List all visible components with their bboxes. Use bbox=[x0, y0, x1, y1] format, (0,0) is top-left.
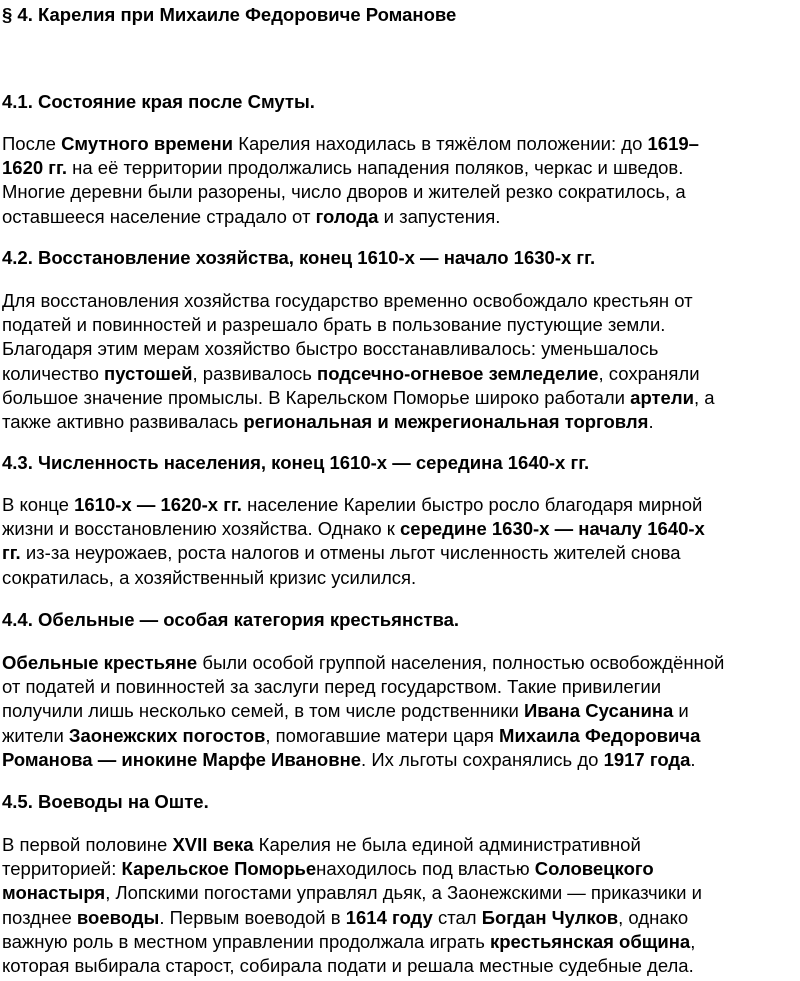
text-run: В конце bbox=[2, 494, 75, 515]
section-paragraph-4-1 bbox=[2, 132, 798, 229]
text-run: большое значение промыслы. В Карельском Поморье широко работали bbox=[2, 386, 631, 408]
text-run: , однако bbox=[618, 906, 689, 928]
text-run: также активно развивалась bbox=[2, 411, 244, 433]
text-run: , Лопскими погостами управлял дьяк, а Заонежскими — приказчики и bbox=[105, 882, 702, 904]
text-run: на её территории продолжались нападения поляков, черкас и шведов. bbox=[67, 157, 684, 179]
paragraph-line bbox=[2, 724, 798, 748]
paragraph-line bbox=[2, 132, 798, 156]
paragraph-line bbox=[2, 289, 798, 313]
bold-term: Богдан Чулков bbox=[481, 906, 619, 928]
paragraph-line bbox=[2, 675, 798, 699]
section-paragraph-4-3 bbox=[2, 493, 798, 590]
paragraph-line bbox=[2, 881, 798, 905]
text-run: . Их льготы сохранялись до bbox=[361, 748, 604, 770]
text-run: податей и повинностей и разрешало брать в пользование пустующие земли. bbox=[2, 314, 666, 336]
bold-term: Смутного времени bbox=[61, 133, 234, 154]
text-run: , сохраняли bbox=[598, 362, 700, 384]
text-run: . Первым воеводой в bbox=[159, 906, 346, 928]
section-heading-4-3: 4.3. Численность населения, конец 1610-х — середина 1640-х гг. bbox=[2, 452, 590, 473]
paragraph-line bbox=[2, 906, 798, 930]
text-run: от податей и повинностей за заслуги перед государством. Такие привилегии bbox=[2, 676, 662, 698]
text-run: После bbox=[2, 133, 62, 154]
text-run: получили лишь несколько семей, в том числе родственники bbox=[2, 700, 524, 722]
page-title: § 4. Карелия при Михаиле Федоровиче Романове bbox=[2, 4, 457, 25]
text-run: . bbox=[690, 748, 696, 770]
paragraph-line bbox=[2, 156, 798, 180]
bold-term: голода bbox=[315, 205, 379, 227]
text-run: и bbox=[673, 700, 689, 722]
bold-term: XVII века bbox=[172, 834, 254, 855]
bold-term: Ивана Сусанина bbox=[523, 700, 674, 722]
bold-term: монастыря bbox=[2, 882, 106, 904]
text-run: позднее bbox=[2, 906, 77, 928]
text-run: территорией: bbox=[2, 858, 122, 880]
paragraph-line bbox=[2, 541, 798, 565]
bold-term: региональная и межрегиональная торговля bbox=[243, 411, 649, 433]
paragraph-line bbox=[2, 337, 798, 361]
bold-term: Соловецкого bbox=[534, 858, 654, 880]
text-run: Многие деревни были разорены, число дворов и жителей резко сократилось, а bbox=[2, 181, 686, 203]
text-run: население Карелии быстро росло благодаря мирной bbox=[241, 494, 703, 515]
paragraph-line bbox=[2, 205, 798, 229]
paragraph-line bbox=[2, 748, 798, 772]
section-paragraph-4-2 bbox=[2, 289, 798, 434]
bold-term: пустошей bbox=[104, 362, 193, 384]
bold-term: крестьянская община bbox=[489, 930, 691, 952]
text-run: , bbox=[690, 930, 696, 952]
section-paragraph-4-5 bbox=[2, 833, 798, 978]
bold-term: Заонежских погостов bbox=[68, 724, 266, 746]
section-heading-4-5: 4.5. Воеводы на Оште. bbox=[2, 791, 209, 812]
paragraph-line bbox=[2, 857, 798, 881]
bold-term: 1610-х — 1620-х гг. bbox=[74, 494, 242, 515]
paragraph-line bbox=[2, 386, 798, 410]
text-run: , развивалось bbox=[192, 362, 318, 384]
text-run: количество bbox=[2, 362, 105, 384]
text-run: жизни и восстановлению хозяйства. Однако к bbox=[2, 518, 400, 540]
text-run: стал bbox=[432, 906, 482, 928]
paragraph-line bbox=[2, 930, 798, 954]
bold-term: середине 1630-х — началу 1640-х bbox=[400, 518, 705, 540]
paragraph-line bbox=[2, 833, 798, 857]
bold-term: 1619– bbox=[647, 133, 699, 154]
section-heading-4-4: 4.4. Обельные — особая категория крестьянства. bbox=[2, 609, 460, 630]
text-run: и запустения. bbox=[378, 205, 501, 227]
text-run: сократилась, а хозяйственный кризис усилился. bbox=[2, 566, 417, 588]
paragraph-line bbox=[2, 362, 798, 386]
text-run: находилось под властью bbox=[316, 858, 535, 880]
paragraph-line bbox=[2, 180, 798, 204]
paragraph-line bbox=[2, 517, 798, 541]
bold-term: 1614 году bbox=[345, 906, 433, 928]
text-run: Для восстановления хозяйства государство временно освобождало крестьян от bbox=[2, 290, 693, 311]
paragraph-line bbox=[2, 954, 798, 978]
paragraph-line bbox=[2, 566, 798, 590]
paragraph-line bbox=[2, 651, 798, 675]
text-run: Карелия находилась в тяжёлом положении: до bbox=[233, 133, 648, 154]
text-run: из-за неурожаев, роста налогов и отмены льгот численность жителей снова bbox=[20, 542, 681, 564]
text-run: оставшееся население страдало от bbox=[2, 205, 316, 227]
bold-term: 1620 гг. bbox=[2, 157, 67, 179]
bold-term: подсечно-огневое земледелие bbox=[317, 362, 599, 384]
bold-term: Михаила Федоровича bbox=[499, 724, 701, 746]
text-run: Благодаря этим мерам хозяйство быстро восстанавливалось: уменьшалось bbox=[2, 338, 659, 360]
section-heading-4-1: 4.1. Состояние края после Смуты. bbox=[2, 91, 315, 112]
bold-term: артели bbox=[630, 386, 694, 408]
bold-term: Карельское Поморье bbox=[121, 858, 317, 880]
bold-term: Романова — инокине Марфе Ивановне bbox=[2, 748, 362, 770]
paragraph-line bbox=[2, 410, 798, 434]
text-run: , а bbox=[693, 386, 715, 408]
text-run: , помогавшие матери царя bbox=[265, 724, 500, 746]
paragraph-line bbox=[2, 313, 798, 337]
text-run: жители bbox=[2, 724, 69, 746]
paragraph-line bbox=[2, 493, 798, 517]
paragraph-line bbox=[2, 699, 798, 723]
text-run: . bbox=[648, 411, 654, 433]
bold-term: 1917 года bbox=[603, 748, 691, 770]
bold-term: воеводы bbox=[76, 906, 160, 928]
text-run: Карелия не была единой административной bbox=[253, 834, 641, 855]
text-run: В первой половине bbox=[2, 834, 173, 855]
section-paragraph-4-4 bbox=[2, 651, 798, 772]
text-run: важную роль в местном управлении продолжала играть bbox=[2, 930, 490, 952]
section-heading-4-2: 4.2. Восстановление хозяйства, конец 1610-х — начало 1630-х гг. bbox=[2, 247, 596, 268]
text-run: были особой группой населения, полностью освобождённой bbox=[197, 652, 725, 673]
bold-term: Обельные крестьяне bbox=[2, 652, 198, 673]
bold-term: гг. bbox=[2, 542, 21, 564]
text-run: которая выбирала старост, собирала подати и решала местные судебные дела. bbox=[2, 955, 694, 977]
